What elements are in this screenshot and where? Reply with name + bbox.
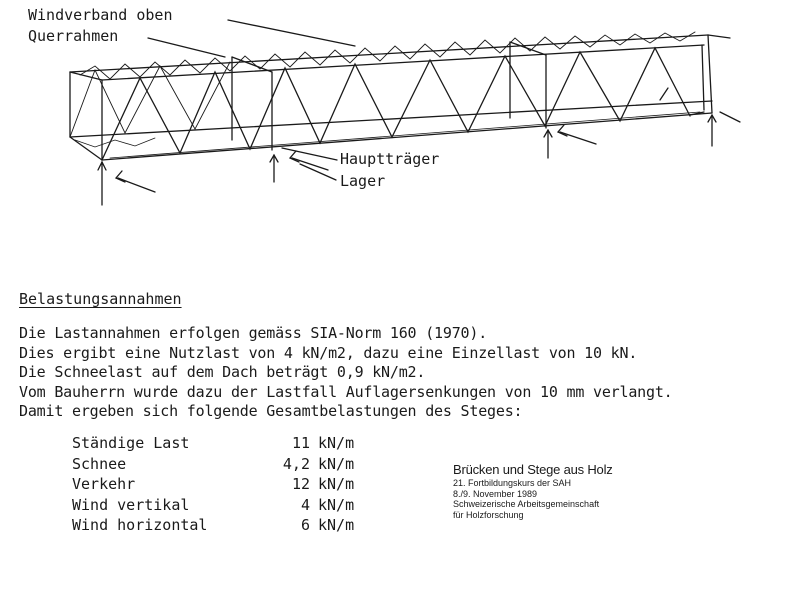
load-value: 11 <box>291 434 310 452</box>
truss-bridge-diagram <box>0 0 800 230</box>
top-chord-back <box>70 35 708 72</box>
bottom-chord-back <box>70 101 712 137</box>
label-haupttraeger: Hauptträger <box>340 150 440 168</box>
load-name: Schnee <box>72 454 127 473</box>
load-row-wind-vertical <box>72 495 354 516</box>
label-querrahmen: Querrahmen <box>28 27 119 45</box>
top-wind-bracing <box>80 32 695 79</box>
load-table <box>72 433 354 536</box>
source-citation <box>453 462 613 520</box>
source-title: Brücken und Stege aus Holz <box>453 462 613 477</box>
load-value: 12 <box>291 475 310 493</box>
source-line: für Holzforschung <box>453 509 524 520</box>
load-unit: kN/m <box>318 434 355 452</box>
load-row-snow <box>72 454 354 475</box>
load-unit: kN/m <box>318 516 355 534</box>
load-unit: kN/m <box>318 475 355 493</box>
source-line: Schweizerische Arbeitsgemeinschaft <box>453 499 600 509</box>
cross-frame-top <box>232 57 272 72</box>
label-lager: Lager <box>340 172 386 190</box>
load-name: Wind horizontal <box>72 516 208 534</box>
top-chord-end <box>708 35 730 38</box>
load-unit: kN/m <box>318 454 355 473</box>
paragraph-line: Die Lastannahmen erfolgen gemäss SIA-Norm 160 (1970). <box>19 324 488 342</box>
back-truss-diagonals <box>70 62 230 137</box>
top-chord-front <box>102 45 704 80</box>
section-heading: Belastungsannahmen <box>19 290 182 308</box>
support-arrows <box>98 88 740 205</box>
load-name: Wind vertikal <box>72 495 190 514</box>
end-frame-bottom-left <box>70 137 102 160</box>
cross-frame-top <box>510 42 546 55</box>
leader-windverband <box>228 20 355 46</box>
paragraph-line: Dies ergibt eine Nutzlast von 4 kN/m2, dazu eine Einzellast von 10 kN. <box>19 343 638 362</box>
bottom-bracing <box>75 138 155 147</box>
load-row-traffic <box>72 474 354 495</box>
load-value: 6 <box>300 516 310 534</box>
paragraph-line: Die Schneelast auf dem Dach beträgt 0,9 kN/m2. <box>19 363 426 381</box>
leader-querrahmen <box>148 38 225 57</box>
load-assumptions-paragraph <box>19 324 672 422</box>
source-line: 21. Fortbildungskurs der SAH <box>453 478 572 488</box>
load-name: Ständige Last <box>72 434 190 452</box>
end-post-right-inner <box>702 45 704 110</box>
load-row-permanent <box>72 433 354 454</box>
load-unit: kN/m <box>318 495 355 514</box>
paragraph-line: Damit ergeben sich folgende Gesamtbelastungen des Steges: <box>19 402 523 420</box>
load-value: 4 <box>300 495 310 514</box>
end-frame-top-left <box>70 72 102 80</box>
paragraph-line: Vom Bauherrn wurde dazu der Lastfall Auflagersenkungen von 10 mm verlangt. <box>19 382 673 401</box>
label-windverband: Windverband oben <box>28 6 173 24</box>
source-line: 8./9. November 1989 <box>453 488 538 499</box>
load-name: Verkehr <box>72 475 136 493</box>
truss-drawing <box>0 0 800 230</box>
load-row-wind-horizontal <box>72 515 354 536</box>
load-value: 4,2 <box>282 454 310 473</box>
